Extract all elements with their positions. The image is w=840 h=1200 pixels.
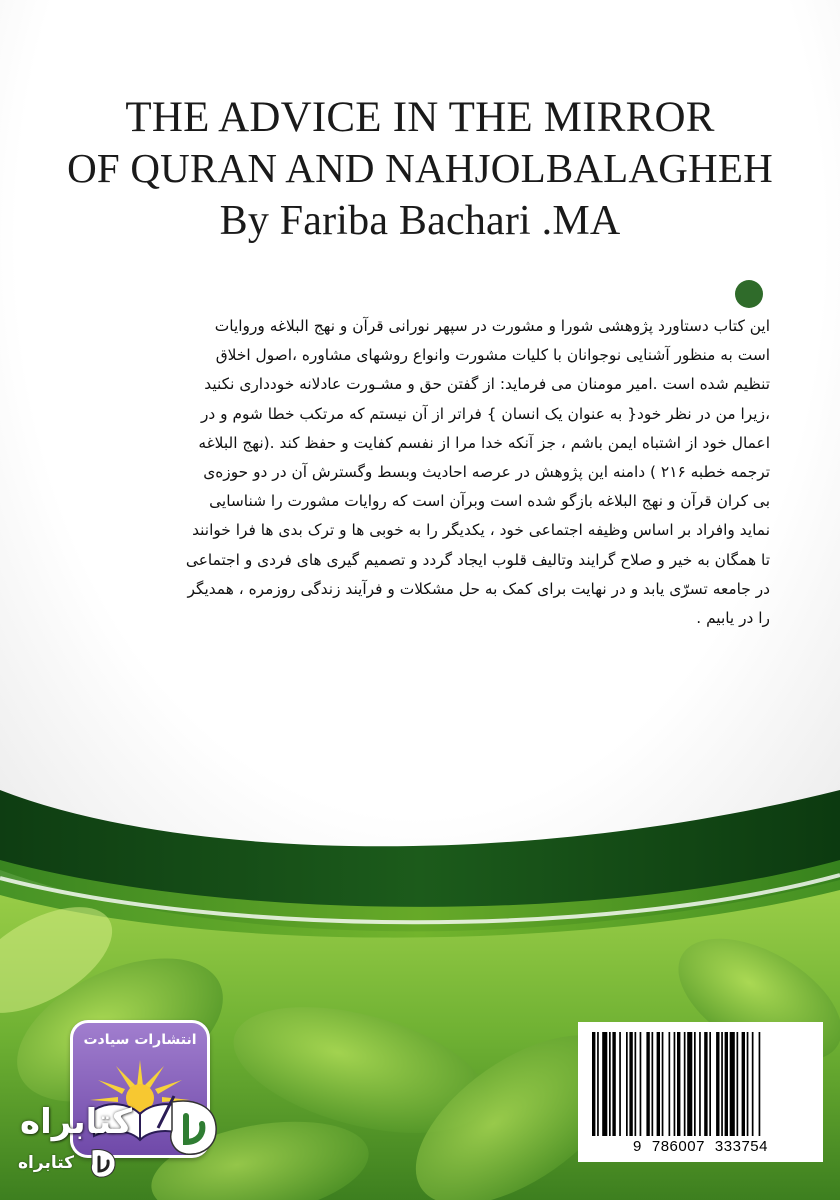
barcode-bar [597, 1032, 599, 1136]
body-line: ترجمه خطبه ۲۱۶ ) دامنه این پژوهش در عرصه احادیث وبسط وگسترش آن در دو حوزه‌ی [203, 463, 770, 482]
body-line: است به منظور آشنایی نوجوانان با کلیات مشورت وانواع روشهای مشاوره ،اصول اخلاق [215, 346, 770, 365]
barcode-bar [646, 1032, 649, 1136]
barcode-bar [652, 1032, 654, 1136]
body-line: تنظیم شده است .امیر مومنان می فرماید: از گفتن حق و مشـورت عادلانه خودداری نکنید [204, 375, 770, 394]
body-line: تا همگان به خیر و صلاح گرایند وتالیف قلوب ایجاد گردد و تصمیم گیری های فردی و اجتماعی [185, 550, 770, 569]
isbn-digit-group: 9 [633, 1138, 642, 1155]
body-line: اعمال خود از اشتباه ایمن باشم ، جز آنکه خدا مرا از نفسم کفایت و حفظ کند .(نهج البلاغه [198, 433, 770, 452]
barcode-bar [742, 1032, 745, 1136]
barcode-bar [662, 1032, 664, 1136]
barcode-bar [609, 1032, 611, 1136]
isbn-digit-group: 333754 [714, 1138, 768, 1155]
ketabrah-small-watermark: کتابراه [18, 1153, 75, 1173]
barcode-bar [687, 1032, 692, 1136]
green-bullet-dot [735, 280, 763, 308]
barcode-bar [694, 1032, 696, 1136]
body-line: در جامعه تسرّی یابد و در نهایت برای کمک به حل مشکلات و فرآیند زندگی روزمره ، همدیگر [187, 579, 770, 598]
barcode-bar [626, 1032, 628, 1136]
isbn-number [578, 1138, 823, 1155]
author-line: By Fariba Bachari .MA [219, 198, 621, 244]
barcode-bar [640, 1032, 642, 1136]
title-line-1: THE ADVICE IN THE MIRROR [125, 94, 715, 141]
barcode-bar [699, 1032, 701, 1136]
english-title [0, 92, 840, 247]
body-line: بی کران قرآن و نهج البلاغه بازگو شده است وبرآن است که روایات مشورت را شناسایی [209, 492, 770, 511]
barcode-bar [716, 1032, 719, 1136]
barcode-bar [635, 1032, 637, 1136]
barcode-bar [674, 1032, 676, 1136]
barcode-bar [709, 1032, 711, 1136]
barcode-bar [669, 1032, 671, 1136]
body-line: نماید وافراد بر اساس وظیفه اجتماعی خود ، یکدیگر را به خوبی ها و ترک بدی ها فرا خوانند [192, 521, 770, 540]
ketabrah-logo-icon [164, 1096, 222, 1158]
barcode-bar [725, 1032, 728, 1136]
barcode-bar [752, 1032, 754, 1136]
barcode-bar [747, 1032, 749, 1136]
barcode-bar [737, 1032, 739, 1136]
barcode-bar [721, 1032, 723, 1136]
barcode-bar [677, 1032, 680, 1136]
barcode-bar [629, 1032, 632, 1136]
title-line-2: OF QURAN AND NAHJOLBALAGHEH [67, 145, 773, 191]
isbn-digit-group: 786007 [651, 1138, 705, 1155]
body-line: این کتاب دستاورد پژوهشی شورا و مشورت در سپهر نورانی قرآن و نهج البلاغه وروایات [214, 317, 770, 335]
barcode-bar [592, 1032, 595, 1136]
barcode-bar [730, 1032, 735, 1136]
barcode-bar [619, 1032, 621, 1136]
barcode-bar [657, 1032, 660, 1136]
publisher-name: انتشارات سیادت [83, 1032, 197, 1048]
barcode-bar [602, 1032, 607, 1136]
ketabrah-small-icon [88, 1147, 118, 1179]
barcode-bar [704, 1032, 707, 1136]
persian-description [70, 312, 770, 633]
isbn-barcode [578, 1022, 823, 1162]
barcode-bar [612, 1032, 615, 1136]
barcode-bar [759, 1032, 761, 1136]
barcode-bars [592, 1032, 809, 1136]
ketabrah-watermark: کتابراه [20, 1102, 133, 1142]
body-line: ،زیرا من در نظر خود{ به عنوان یک انسان } فراتر از آن نیستم که مرتکب خطا شوم و در [200, 404, 770, 423]
barcode-bar [684, 1032, 686, 1136]
body-line: را در یابیم . [696, 609, 770, 628]
